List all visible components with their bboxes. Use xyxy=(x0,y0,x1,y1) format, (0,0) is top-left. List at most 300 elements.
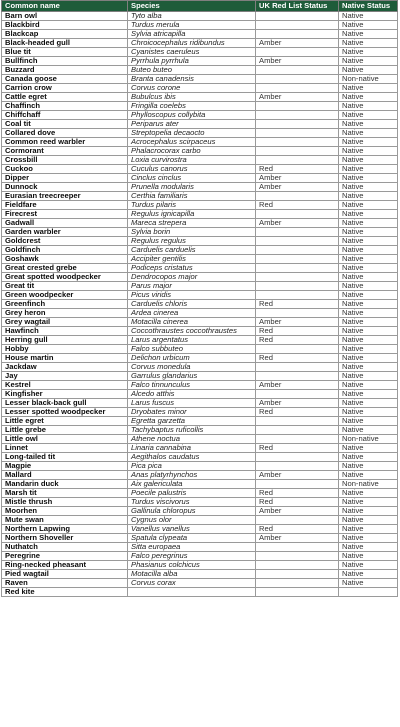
native-status-cell: Native xyxy=(339,390,398,399)
bird-species-table xyxy=(1,0,398,597)
red-list-status-cell: Amber xyxy=(256,183,339,192)
native-status-cell: Native xyxy=(339,516,398,525)
species-cell: Motacilla cinerea xyxy=(128,318,256,327)
red-list-status-cell xyxy=(256,588,339,597)
red-list-status-cell xyxy=(256,129,339,138)
species-cell: Larus argentatus xyxy=(128,336,256,345)
native-status-cell: Native xyxy=(339,327,398,336)
table-row xyxy=(2,417,398,426)
native-status-cell: Native xyxy=(339,570,398,579)
species-cell: Falco tinnunculus xyxy=(128,381,256,390)
native-status-cell: Native xyxy=(339,417,398,426)
common-name-cell: Little grebe xyxy=(2,426,128,435)
header-red-list-status: UK Red List Status xyxy=(256,1,339,12)
table-row xyxy=(2,138,398,147)
species-cell: Bubulcus ibis xyxy=(128,93,256,102)
red-list-status-cell xyxy=(256,75,339,84)
species-cell: Corvus corone xyxy=(128,84,256,93)
table-row xyxy=(2,219,398,228)
red-list-status-cell: Amber xyxy=(256,399,339,408)
species-cell: Streptopelia decaocto xyxy=(128,129,256,138)
native-status-cell: Native xyxy=(339,264,398,273)
red-list-status-cell xyxy=(256,453,339,462)
common-name-cell: Herring gull xyxy=(2,336,128,345)
common-name-cell: Mallard xyxy=(2,471,128,480)
common-name-cell: Marsh tit xyxy=(2,489,128,498)
native-status-cell: Native xyxy=(339,426,398,435)
red-list-status-cell xyxy=(256,462,339,471)
species-cell: Linaria cannabina xyxy=(128,444,256,453)
native-status-cell: Native xyxy=(339,309,398,318)
red-list-status-cell: Red xyxy=(256,354,339,363)
red-list-status-cell xyxy=(256,102,339,111)
species-cell: Delichon urbicum xyxy=(128,354,256,363)
red-list-status-cell: Red xyxy=(256,525,339,534)
common-name-cell: Northern Shoveller xyxy=(2,534,128,543)
red-list-status-cell xyxy=(256,12,339,21)
red-list-status-cell: Red xyxy=(256,444,339,453)
native-status-cell: Native xyxy=(339,84,398,93)
table-row xyxy=(2,228,398,237)
red-list-status-cell: Amber xyxy=(256,174,339,183)
species-cell: Sitta europaea xyxy=(128,543,256,552)
table-row xyxy=(2,480,398,489)
common-name-cell: Common reed warbler xyxy=(2,138,128,147)
table-row xyxy=(2,129,398,138)
red-list-status-cell xyxy=(256,156,339,165)
red-list-status-cell: Amber xyxy=(256,57,339,66)
table-row xyxy=(2,282,398,291)
table-row xyxy=(2,444,398,453)
table-row xyxy=(2,309,398,318)
native-status-cell: Native xyxy=(339,453,398,462)
native-status-cell: Native xyxy=(339,399,398,408)
red-list-status-cell xyxy=(256,246,339,255)
red-list-status-cell xyxy=(256,147,339,156)
common-name-cell: Fieldfare xyxy=(2,201,128,210)
table-row xyxy=(2,408,398,417)
species-cell: Anas platyrhynchos xyxy=(128,471,256,480)
species-cell: Turdus merula xyxy=(128,21,256,30)
table-row xyxy=(2,192,398,201)
species-cell: Accipiter gentilis xyxy=(128,255,256,264)
common-name-cell: Red kite xyxy=(2,588,128,597)
species-cell: Vanellus vanellus xyxy=(128,525,256,534)
species-cell: Pyrrhula pyrrhula xyxy=(128,57,256,66)
red-list-status-cell xyxy=(256,417,339,426)
native-status-cell: Native xyxy=(339,228,398,237)
table-row xyxy=(2,462,398,471)
native-status-cell: Non-native xyxy=(339,435,398,444)
native-status-cell: Native xyxy=(339,57,398,66)
common-name-cell: Cuckoo xyxy=(2,165,128,174)
species-cell: Aix galericulata xyxy=(128,480,256,489)
species-cell: Cyanistes caeruleus xyxy=(128,48,256,57)
species-cell: Tachybaptus ruficollis xyxy=(128,426,256,435)
table-row xyxy=(2,300,398,309)
native-status-cell: Native xyxy=(339,471,398,480)
table-row xyxy=(2,246,398,255)
red-list-status-cell xyxy=(256,210,339,219)
native-status-cell: Native xyxy=(339,201,398,210)
table-row xyxy=(2,102,398,111)
red-list-status-cell: Red xyxy=(256,489,339,498)
common-name-cell: Great spotted woodpecker xyxy=(2,273,128,282)
native-status-cell: Native xyxy=(339,111,398,120)
red-list-status-cell xyxy=(256,228,339,237)
red-list-status-cell: Amber xyxy=(256,381,339,390)
red-list-status-cell xyxy=(256,435,339,444)
table-row xyxy=(2,345,398,354)
common-name-cell: Jackdaw xyxy=(2,363,128,372)
species-cell: Turdus pilaris xyxy=(128,201,256,210)
table-row xyxy=(2,30,398,39)
native-status-cell: Native xyxy=(339,489,398,498)
species-cell: Picus viridis xyxy=(128,291,256,300)
common-name-cell: Grey heron xyxy=(2,309,128,318)
red-list-status-cell xyxy=(256,264,339,273)
common-name-cell: Kestrel xyxy=(2,381,128,390)
common-name-cell: Little owl xyxy=(2,435,128,444)
common-name-cell: Goldfinch xyxy=(2,246,128,255)
red-list-status-cell xyxy=(256,345,339,354)
red-list-status-cell xyxy=(256,237,339,246)
native-status-cell: Native xyxy=(339,552,398,561)
red-list-status-cell xyxy=(256,426,339,435)
common-name-cell: Green woodpecker xyxy=(2,291,128,300)
table-row xyxy=(2,237,398,246)
red-list-status-cell xyxy=(256,273,339,282)
species-cell: Chroicocephalus ridibundus xyxy=(128,39,256,48)
table-row xyxy=(2,201,398,210)
header-species: Species xyxy=(128,1,256,12)
red-list-status-cell xyxy=(256,291,339,300)
species-cell: Motacilla alba xyxy=(128,570,256,579)
red-list-status-cell xyxy=(256,579,339,588)
native-status-cell: Native xyxy=(339,192,398,201)
table-row xyxy=(2,264,398,273)
native-status-cell: Native xyxy=(339,372,398,381)
red-list-status-cell: Red xyxy=(256,336,339,345)
species-cell xyxy=(128,588,256,597)
species-cell: Poecile palustris xyxy=(128,489,256,498)
common-name-cell: Chaffinch xyxy=(2,102,128,111)
table-row xyxy=(2,111,398,120)
red-list-status-cell xyxy=(256,390,339,399)
table-row xyxy=(2,381,398,390)
table-row xyxy=(2,156,398,165)
common-name-cell: Raven xyxy=(2,579,128,588)
species-cell: Falco subbuteo xyxy=(128,345,256,354)
common-name-cell: Crossbill xyxy=(2,156,128,165)
common-name-cell: Greenfinch xyxy=(2,300,128,309)
table-row xyxy=(2,84,398,93)
table-row xyxy=(2,318,398,327)
native-status-cell: Native xyxy=(339,138,398,147)
red-list-status-cell: Red xyxy=(256,408,339,417)
native-status-cell: Native xyxy=(339,291,398,300)
common-name-cell: Barn owl xyxy=(2,12,128,21)
common-name-cell: Collared dove xyxy=(2,129,128,138)
native-status-cell: Native xyxy=(339,210,398,219)
common-name-cell: Pied wagtail xyxy=(2,570,128,579)
native-status-cell: Native xyxy=(339,534,398,543)
species-cell: Podiceps cristatus xyxy=(128,264,256,273)
species-cell: Aegithalos caudatus xyxy=(128,453,256,462)
species-cell: Turdus viscivorus xyxy=(128,498,256,507)
species-cell: Athene noctua xyxy=(128,435,256,444)
table-row xyxy=(2,273,398,282)
table-row xyxy=(2,390,398,399)
species-cell: Prunella modularis xyxy=(128,183,256,192)
native-status-cell: Native xyxy=(339,156,398,165)
native-status-cell: Native xyxy=(339,273,398,282)
species-cell: Parus major xyxy=(128,282,256,291)
native-status-cell: Native xyxy=(339,183,398,192)
species-cell: Dendrocopos major xyxy=(128,273,256,282)
species-cell: Loxia curvirostra xyxy=(128,156,256,165)
species-cell: Ardea cinerea xyxy=(128,309,256,318)
table-row xyxy=(2,210,398,219)
native-status-cell: Native xyxy=(339,318,398,327)
common-name-cell: Garden warbler xyxy=(2,228,128,237)
red-list-status-cell xyxy=(256,480,339,489)
species-cell: Falco peregrinus xyxy=(128,552,256,561)
red-list-status-cell: Amber xyxy=(256,318,339,327)
table-row xyxy=(2,399,398,408)
table-row xyxy=(2,354,398,363)
red-list-status-cell xyxy=(256,48,339,57)
table-row xyxy=(2,543,398,552)
common-name-cell: Ring-necked pheasant xyxy=(2,561,128,570)
common-name-cell: Jay xyxy=(2,372,128,381)
species-cell: Corvus corax xyxy=(128,579,256,588)
species-cell: Mareca strepera xyxy=(128,219,256,228)
species-cell: Gallinula chloropus xyxy=(128,507,256,516)
species-cell: Sylvia borin xyxy=(128,228,256,237)
common-name-cell: Kingfisher xyxy=(2,390,128,399)
species-cell: Sylvia atricapilla xyxy=(128,30,256,39)
species-cell: Larus fuscus xyxy=(128,399,256,408)
red-list-status-cell: Amber xyxy=(256,471,339,480)
common-name-cell: Blue tit xyxy=(2,48,128,57)
common-name-cell: Dunnock xyxy=(2,183,128,192)
table-row xyxy=(2,165,398,174)
common-name-cell: Eurasian treecreeper xyxy=(2,192,128,201)
red-list-status-cell: Red xyxy=(256,327,339,336)
table-row xyxy=(2,39,398,48)
red-list-status-cell: Red xyxy=(256,498,339,507)
table-row xyxy=(2,552,398,561)
table-row xyxy=(2,453,398,462)
table-row xyxy=(2,588,398,597)
common-name-cell: Great crested grebe xyxy=(2,264,128,273)
species-cell: Dryobates minor xyxy=(128,408,256,417)
species-cell: Carduelis carduelis xyxy=(128,246,256,255)
species-cell: Coccothraustes coccothraustes xyxy=(128,327,256,336)
species-cell: Cuculus canorus xyxy=(128,165,256,174)
table-row xyxy=(2,570,398,579)
native-status-cell: Native xyxy=(339,507,398,516)
table-row xyxy=(2,66,398,75)
common-name-cell: Canada goose xyxy=(2,75,128,84)
native-status-cell: Native xyxy=(339,246,398,255)
red-list-status-cell: Red xyxy=(256,201,339,210)
red-list-status-cell: Red xyxy=(256,165,339,174)
native-status-cell: Native xyxy=(339,219,398,228)
common-name-cell: Long-tailed tit xyxy=(2,453,128,462)
native-status-cell: Native xyxy=(339,354,398,363)
red-list-status-cell xyxy=(256,570,339,579)
species-cell: Carduelis chloris xyxy=(128,300,256,309)
table-row xyxy=(2,21,398,30)
native-status-cell: Native xyxy=(339,498,398,507)
table-row xyxy=(2,561,398,570)
table-row xyxy=(2,507,398,516)
native-status-cell: Non-native xyxy=(339,480,398,489)
common-name-cell: Buzzard xyxy=(2,66,128,75)
native-status-cell: Native xyxy=(339,336,398,345)
common-name-cell: Linnet xyxy=(2,444,128,453)
species-cell: Regulus ignicapilla xyxy=(128,210,256,219)
common-name-cell: Black-headed gull xyxy=(2,39,128,48)
native-status-cell xyxy=(339,588,398,597)
native-status-cell: Non-native xyxy=(339,75,398,84)
common-name-cell: Hobby xyxy=(2,345,128,354)
species-cell: Alcedo atthis xyxy=(128,390,256,399)
table-row xyxy=(2,327,398,336)
table-row xyxy=(2,498,398,507)
species-cell: Pica pica xyxy=(128,462,256,471)
native-status-cell: Native xyxy=(339,579,398,588)
common-name-cell: Mistle thrush xyxy=(2,498,128,507)
table-row xyxy=(2,93,398,102)
red-list-status-cell xyxy=(256,21,339,30)
native-status-cell: Native xyxy=(339,30,398,39)
native-status-cell: Native xyxy=(339,102,398,111)
common-name-cell: Great tit xyxy=(2,282,128,291)
table-row xyxy=(2,12,398,21)
red-list-status-cell: Amber xyxy=(256,39,339,48)
common-name-cell: Gadwall xyxy=(2,219,128,228)
red-list-status-cell xyxy=(256,543,339,552)
table-row xyxy=(2,579,398,588)
native-status-cell: Native xyxy=(339,39,398,48)
native-status-cell: Native xyxy=(339,363,398,372)
common-name-cell: Mute swan xyxy=(2,516,128,525)
native-status-cell: Native xyxy=(339,525,398,534)
native-status-cell: Native xyxy=(339,129,398,138)
table-row xyxy=(2,336,398,345)
common-name-cell: Hawfinch xyxy=(2,327,128,336)
common-name-cell: Firecrest xyxy=(2,210,128,219)
common-name-cell: Cormorant xyxy=(2,147,128,156)
native-status-cell: Native xyxy=(339,48,398,57)
red-list-status-cell xyxy=(256,282,339,291)
table-row xyxy=(2,48,398,57)
common-name-cell: Cattle egret xyxy=(2,93,128,102)
species-cell: Regulus regulus xyxy=(128,237,256,246)
red-list-status-cell xyxy=(256,561,339,570)
header-common-name: Common name xyxy=(2,1,128,12)
species-cell: Phasianus colchicus xyxy=(128,561,256,570)
red-list-status-cell: Amber xyxy=(256,507,339,516)
species-cell: Phylloscopus collybita xyxy=(128,111,256,120)
native-status-cell: Native xyxy=(339,381,398,390)
native-status-cell: Native xyxy=(339,147,398,156)
table-header-row xyxy=(2,1,398,12)
common-name-cell: Chiffchaff xyxy=(2,111,128,120)
species-cell: Egretta garzetta xyxy=(128,417,256,426)
native-status-cell: Native xyxy=(339,237,398,246)
native-status-cell: Native xyxy=(339,255,398,264)
common-name-cell: Nuthatch xyxy=(2,543,128,552)
red-list-status-cell: Amber xyxy=(256,93,339,102)
red-list-status-cell xyxy=(256,66,339,75)
red-list-status-cell xyxy=(256,372,339,381)
red-list-status-cell xyxy=(256,120,339,129)
species-cell: Periparus ater xyxy=(128,120,256,129)
native-status-cell: Native xyxy=(339,282,398,291)
table-row xyxy=(2,255,398,264)
native-status-cell: Native xyxy=(339,345,398,354)
common-name-cell: Grey wagtail xyxy=(2,318,128,327)
common-name-cell: Bullfinch xyxy=(2,57,128,66)
common-name-cell: Mandarin duck xyxy=(2,480,128,489)
red-list-status-cell xyxy=(256,111,339,120)
table-row xyxy=(2,120,398,129)
native-status-cell: Native xyxy=(339,66,398,75)
table-row xyxy=(2,291,398,300)
table-row xyxy=(2,372,398,381)
common-name-cell: Goshawk xyxy=(2,255,128,264)
species-cell: Spatula clypeata xyxy=(128,534,256,543)
red-list-status-cell: Amber xyxy=(256,219,339,228)
species-cell: Tyto alba xyxy=(128,12,256,21)
table-row xyxy=(2,75,398,84)
table-row xyxy=(2,183,398,192)
red-list-status-cell xyxy=(256,30,339,39)
table-row xyxy=(2,516,398,525)
common-name-cell: Northern Lapwing xyxy=(2,525,128,534)
native-status-cell: Native xyxy=(339,93,398,102)
common-name-cell: House martin xyxy=(2,354,128,363)
table-row xyxy=(2,426,398,435)
native-status-cell: Native xyxy=(339,12,398,21)
common-name-cell: Blackbird xyxy=(2,21,128,30)
table-row xyxy=(2,147,398,156)
table-row xyxy=(2,534,398,543)
table-body xyxy=(2,12,398,597)
common-name-cell: Lesser black-back gull xyxy=(2,399,128,408)
table-row xyxy=(2,174,398,183)
common-name-cell: Magpie xyxy=(2,462,128,471)
header-native-status: Native Status xyxy=(339,1,398,12)
red-list-status-cell xyxy=(256,516,339,525)
common-name-cell: Moorhen xyxy=(2,507,128,516)
red-list-status-cell xyxy=(256,552,339,561)
species-cell: Fringilla coelebs xyxy=(128,102,256,111)
native-status-cell: Native xyxy=(339,120,398,129)
table-row xyxy=(2,435,398,444)
native-status-cell: Native xyxy=(339,444,398,453)
species-cell: Certhia familiaris xyxy=(128,192,256,201)
red-list-status-cell xyxy=(256,138,339,147)
native-status-cell: Native xyxy=(339,408,398,417)
common-name-cell: Lesser spotted woodpecker xyxy=(2,408,128,417)
native-status-cell: Native xyxy=(339,174,398,183)
species-cell: Buteo buteo xyxy=(128,66,256,75)
